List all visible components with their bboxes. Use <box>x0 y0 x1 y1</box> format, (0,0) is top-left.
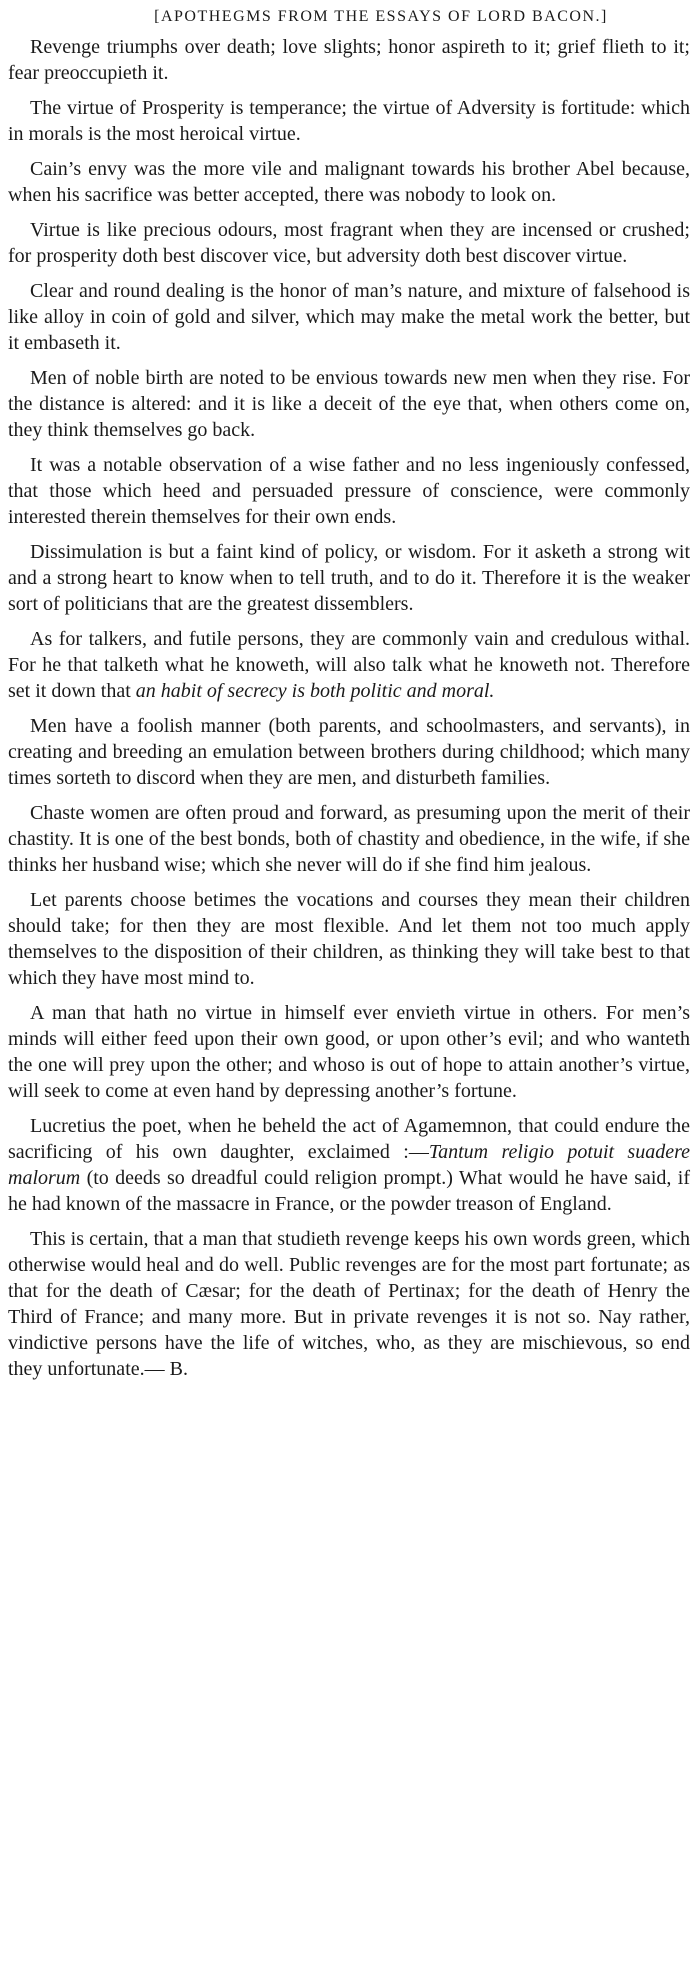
paragraph-text: Revenge triumphs over death; love slights; honor aspireth to it; grief flieth to it; fear preoccupieth it. <box>8 36 690 84</box>
paragraph-text: Men of noble birth are noted to be envious towards new men when they rise. For the distance is altered: and it is like a deceit of the eye that, when others come on, they think themselves go back. <box>8 367 690 441</box>
paragraph-text: (to deeds so dreadful could religion prompt.) What would he have said, if he had known of the massacre in France, or the powder treason of England. <box>8 1167 690 1215</box>
apothegm-paragraph <box>8 1226 690 1382</box>
paragraph-text: A man that hath no virtue in himself ever envieth virtue in others. For men’s minds will either feed upon their own good, or upon other’s evil; and who wanteth the one will prey upon the other; and whoso is out of hope to attain another’s virtue, will seek to come at even hand by depressing another’s fortune. <box>8 1002 690 1102</box>
paragraph-text: Men have a foolish manner (both parents, and schoolmasters, and servants), in creating and breeding an emulation between brothers during childhood; which many times sorteth to discord when they are men, and disturbeth families. <box>8 715 690 789</box>
paragraph-text: This is certain, that a man that studieth revenge keeps his own words green, which otherwise would heal and do well. Public revenges are for the most part fortunate; as that for the death of Cæsar; for the death of Pertinax; for the death of Henry the Third of France; and many more. But in private revenges it is not so. Nay rather, vindictive persons have the life of witches, who, as they are mischievous, so end they unfortunate.— B. <box>8 1228 690 1380</box>
apothegm-paragraph <box>8 365 690 443</box>
paragraph-text: Clear and round dealing is the honor of man’s nature, and mixture of falsehood is like alloy in coin of gold and silver, which may make the metal work the better, but it embaseth it. <box>8 280 690 354</box>
italic-text: Tantum religio potuit suadere malorum <box>8 1141 690 1189</box>
apothegm-paragraph <box>8 713 690 791</box>
paragraph-text: Virtue is like precious odours, most fragrant when they are incensed or crushed; for prosperity doth best discover vice, but adversity doth best discover virtue. <box>8 219 690 267</box>
italic-text: an habit of secrecy is both politic and moral. <box>135 680 495 702</box>
apothegm-list <box>8 34 690 1382</box>
paragraph-text: As for talkers, and futile persons, they are commonly vain and credulous withal. For he that talketh what he knoweth, will also talk what he knoweth not. Therefore set it down that <box>8 628 690 702</box>
paragraph-text: The virtue of Prosperity is temperance; the virtue of Adversity is fortitude: which in morals is the most heroical virtue. <box>8 97 690 145</box>
page-heading: [APOTHEGMS FROM THE ESSAYS OF LORD BACON.] <box>154 8 608 25</box>
apothegm-paragraph <box>8 626 690 704</box>
apothegm-paragraph <box>8 539 690 617</box>
apothegm-paragraph <box>8 95 690 147</box>
apothegm-paragraph <box>8 156 690 208</box>
apothegm-paragraph <box>8 452 690 530</box>
apothegm-paragraph <box>8 1113 690 1217</box>
paragraph-text: Lucretius the poet, when he beheld the act of Agamemnon, that could endure the sacrificing of his own daughter, exclaimed :— <box>8 1115 690 1163</box>
apothegm-paragraph <box>8 800 690 878</box>
apothegm-paragraph <box>8 34 690 86</box>
paragraph-text: Cain’s envy was the more vile and malignant towards his brother Abel because, when his sacrifice was better accepted, there was nobody to look on. <box>8 158 690 206</box>
paragraph-text: Dissimulation is but a faint kind of policy, or wisdom. For it asketh a strong wit and a strong heart to know when to tell truth, and to do it. Therefore it is the weaker sort of politicians that are the greatest dissemblers. <box>8 541 690 615</box>
paragraph-text: It was a notable observation of a wise father and no less ingeniously confessed, that those which heed and persuaded pressure of conscience, were commonly interested therein themselves for their own ends. <box>8 454 690 528</box>
paragraph-text: Chaste women are often proud and forward, as presuming upon the merit of their chastity. It is one of the best bonds, both of chastity and obedience, in the wife, if she thinks her husband wise; which she never will do if she find him jealous. <box>8 802 690 876</box>
paragraph-text: Let parents choose betimes the vocations and courses they mean their children should take; for then they are most flexible. And let them not too much apply themselves to the disposition of their children, as thinking they will take best to that which they have most mind to. <box>8 889 690 989</box>
apothegm-paragraph <box>8 1000 690 1104</box>
apothegm-paragraph <box>8 217 690 269</box>
apothegm-paragraph <box>8 887 690 991</box>
apothegm-paragraph <box>8 278 690 356</box>
